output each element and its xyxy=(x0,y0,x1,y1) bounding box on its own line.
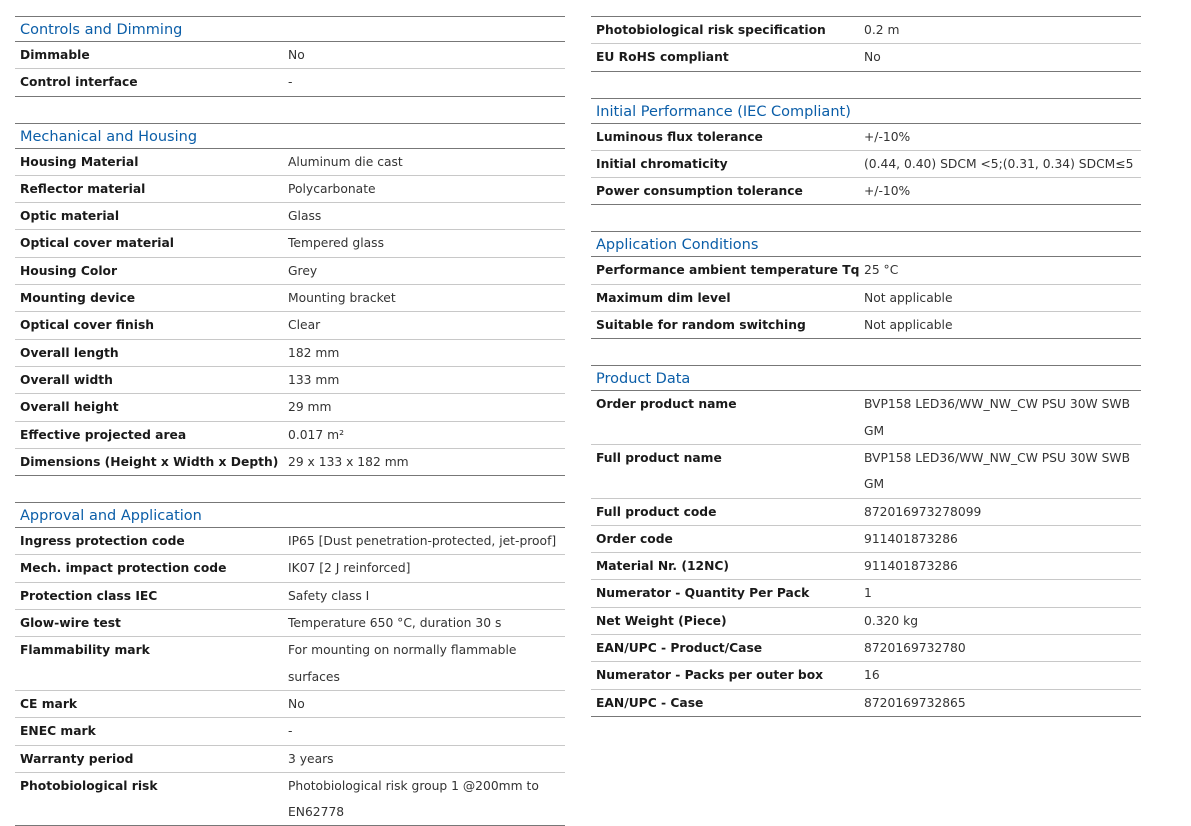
spec-label: Reflector material xyxy=(20,181,146,196)
spec-row xyxy=(15,42,565,69)
spec-value: Aluminum die cast xyxy=(288,154,403,169)
spec-label: ENEC mark xyxy=(20,724,96,739)
spec-label: Photobiological risk xyxy=(20,778,158,793)
spec-label: Order product name xyxy=(596,397,737,412)
spec-label: Photobiological risk specification xyxy=(596,23,826,37)
spec-label: Overall height xyxy=(20,400,119,415)
spec-label: Initial chromaticity xyxy=(596,156,728,171)
spec-value: 911401873286 xyxy=(864,559,958,574)
spec-value: Polycarbonate xyxy=(288,181,376,196)
spec-row xyxy=(591,391,1141,445)
spec-value: Not applicable xyxy=(864,318,953,333)
spec-label: Housing Color xyxy=(20,263,118,278)
spec-value: 3 years xyxy=(288,751,334,766)
spec-label: Effective projected area xyxy=(20,427,187,442)
spec-row xyxy=(15,773,565,826)
spec-label: Luminous flux tolerance xyxy=(596,129,763,144)
spec-value: No xyxy=(288,48,305,62)
spec-label: Flammability mark xyxy=(20,643,150,658)
left-column xyxy=(15,16,565,826)
spec-value: 16 xyxy=(864,668,880,683)
section-mechanical-and-housing xyxy=(15,123,565,477)
section-spacer xyxy=(591,339,1141,365)
spec-label: Housing Material xyxy=(20,154,139,169)
spec-row xyxy=(591,178,1141,205)
spec-label: Power consumption tolerance xyxy=(596,184,803,199)
spec-value: 0.2 m xyxy=(864,23,900,37)
spec-row xyxy=(591,608,1141,635)
spec-value: 911401873286 xyxy=(864,531,958,546)
spec-row xyxy=(591,151,1141,178)
spec-row xyxy=(591,690,1141,717)
spec-label: EU RoHS compliant xyxy=(596,50,729,65)
spec-row xyxy=(15,149,565,176)
section-title: Application Conditions xyxy=(591,231,1141,257)
spec-label: Performance ambient temperature Tq xyxy=(596,263,860,278)
spec-value: IK07 [2 J reinforced] xyxy=(288,561,411,576)
spec-label: Warranty period xyxy=(20,751,134,766)
spec-row xyxy=(15,583,565,610)
spec-row xyxy=(15,422,565,449)
spec-value: 29 mm xyxy=(288,400,332,415)
spec-label: Optical cover finish xyxy=(20,318,155,333)
spec-value: IP65 [Dust penetration-protected, jet-proof] xyxy=(288,534,557,549)
spec-value: 0.017 m² xyxy=(288,427,345,442)
spec-label: Optic material xyxy=(20,209,120,224)
spec-label: Overall length xyxy=(20,345,119,360)
spec-value: 8720169732865 xyxy=(864,695,966,710)
spec-row xyxy=(591,445,1141,499)
section-title: Mechanical and Housing xyxy=(15,123,565,149)
spec-row xyxy=(591,312,1141,339)
spec-label: Order code xyxy=(596,531,673,546)
spec-row xyxy=(15,285,565,312)
spec-row xyxy=(15,637,565,691)
spec-value: Temperature 650 °C, duration 30 s xyxy=(288,616,502,631)
spec-row xyxy=(591,526,1141,553)
spec-value: Tempered glass xyxy=(288,236,384,251)
spec-row xyxy=(591,257,1141,284)
spec-row xyxy=(15,69,565,96)
spec-row xyxy=(15,340,565,367)
spec-row xyxy=(591,285,1141,312)
spec-label: Optical cover material xyxy=(20,236,174,251)
spec-row xyxy=(591,17,1141,44)
section-product-data xyxy=(591,365,1141,717)
section-spacer xyxy=(15,97,565,123)
spec-row xyxy=(15,394,565,421)
spec-value: No xyxy=(864,50,881,65)
spec-value: Glass xyxy=(288,209,322,224)
spec-value: 1 xyxy=(864,586,872,601)
spec-value: No xyxy=(288,696,305,711)
spec-row xyxy=(15,203,565,230)
section-initial-performance-iec-compliant xyxy=(591,98,1141,206)
section-right-top xyxy=(591,16,1141,72)
spec-row xyxy=(15,230,565,257)
spec-label: Dimmable xyxy=(20,48,90,62)
spec-label: Suitable for random switching xyxy=(596,318,806,333)
section-title: Initial Performance (IEC Compliant) xyxy=(591,98,1141,124)
spec-row xyxy=(591,580,1141,607)
spec-row xyxy=(15,176,565,203)
spec-value: Mounting bracket xyxy=(288,291,396,306)
section-spacer xyxy=(591,205,1141,231)
spec-row xyxy=(15,691,565,718)
spec-label: CE mark xyxy=(20,696,78,711)
spec-label: Ingress protection code xyxy=(20,534,185,549)
spec-label: Numerator - Packs per outer box xyxy=(596,668,824,683)
section-approval-and-application xyxy=(15,502,565,826)
section-application-conditions xyxy=(591,231,1141,339)
spec-label: EAN/UPC - Case xyxy=(596,695,704,710)
spec-value: 29 x 133 x 182 mm xyxy=(288,454,409,469)
spec-label: Glow-wire test xyxy=(20,616,121,631)
right-column xyxy=(591,16,1141,717)
spec-value: +/-10% xyxy=(864,129,911,144)
spec-label: Protection class IEC xyxy=(20,588,158,603)
spec-label: Full product name xyxy=(596,450,722,465)
spec-value: Grey xyxy=(288,263,318,278)
spec-value: Not applicable xyxy=(864,290,953,305)
spec-value: - xyxy=(288,75,293,90)
spec-row xyxy=(15,367,565,394)
spec-label: Mounting device xyxy=(20,291,136,306)
spec-value: (0.44, 0.40) SDCM <5;(0.31, 0.34) SDCM≤5 xyxy=(864,156,1134,171)
section-title: Product Data xyxy=(591,365,1141,391)
spec-value: +/-10% xyxy=(864,184,911,199)
spec-row xyxy=(591,662,1141,689)
spec-label: Full product code xyxy=(596,504,717,519)
spec-row xyxy=(15,718,565,745)
section-title: Approval and Application xyxy=(15,502,565,528)
spec-label: Net Weight (Piece) xyxy=(596,613,727,628)
section-spacer xyxy=(15,476,565,502)
spec-row xyxy=(15,312,565,339)
spec-row xyxy=(591,124,1141,151)
spec-label: Overall width xyxy=(20,372,113,387)
spec-value: 8720169732780 xyxy=(864,641,966,656)
spec-value: 182 mm xyxy=(288,345,340,360)
spec-row xyxy=(591,44,1141,71)
spec-value: 0.320 kg xyxy=(864,613,919,628)
spec-label: Dimensions (Height x Width x Depth) xyxy=(20,454,279,469)
spec-row xyxy=(591,553,1141,580)
spec-row xyxy=(591,499,1141,526)
spec-label: Numerator - Quantity Per Pack xyxy=(596,586,810,601)
spec-label: Control interface xyxy=(20,75,138,90)
section-controls-and-dimming xyxy=(15,16,565,97)
spec-row xyxy=(15,555,565,582)
spec-row xyxy=(15,449,565,476)
spec-value: 25 °C xyxy=(864,263,899,278)
spec-row xyxy=(15,610,565,637)
spec-label: Material Nr. (12NC) xyxy=(596,559,730,574)
section-spacer xyxy=(591,72,1141,98)
spec-value: Photobiological risk group 1 @200mm to EN62778 xyxy=(288,778,539,820)
spec-value: BVP158 LED36/WW_NW_CW PSU 30W SWB GM xyxy=(864,397,1131,438)
spec-row xyxy=(15,528,565,555)
spec-value: 133 mm xyxy=(288,372,340,387)
spec-row xyxy=(15,746,565,773)
spec-value: Safety class I xyxy=(288,588,370,603)
section-title: Controls and Dimming xyxy=(15,16,565,42)
spec-value: 872016973278099 xyxy=(864,504,982,519)
spec-row xyxy=(591,635,1141,662)
spec-row xyxy=(15,258,565,285)
spec-value: BVP158 LED36/WW_NW_CW PSU 30W SWB GM xyxy=(864,450,1131,492)
spec-label: EAN/UPC - Product/Case xyxy=(596,641,763,656)
spec-value: Clear xyxy=(288,318,321,333)
spec-value: - xyxy=(288,724,293,739)
spec-label: Mech. impact protection code xyxy=(20,561,227,576)
spec-value: For mounting on normally flammable surfaces xyxy=(288,643,517,684)
spec-label: Maximum dim level xyxy=(596,290,731,305)
